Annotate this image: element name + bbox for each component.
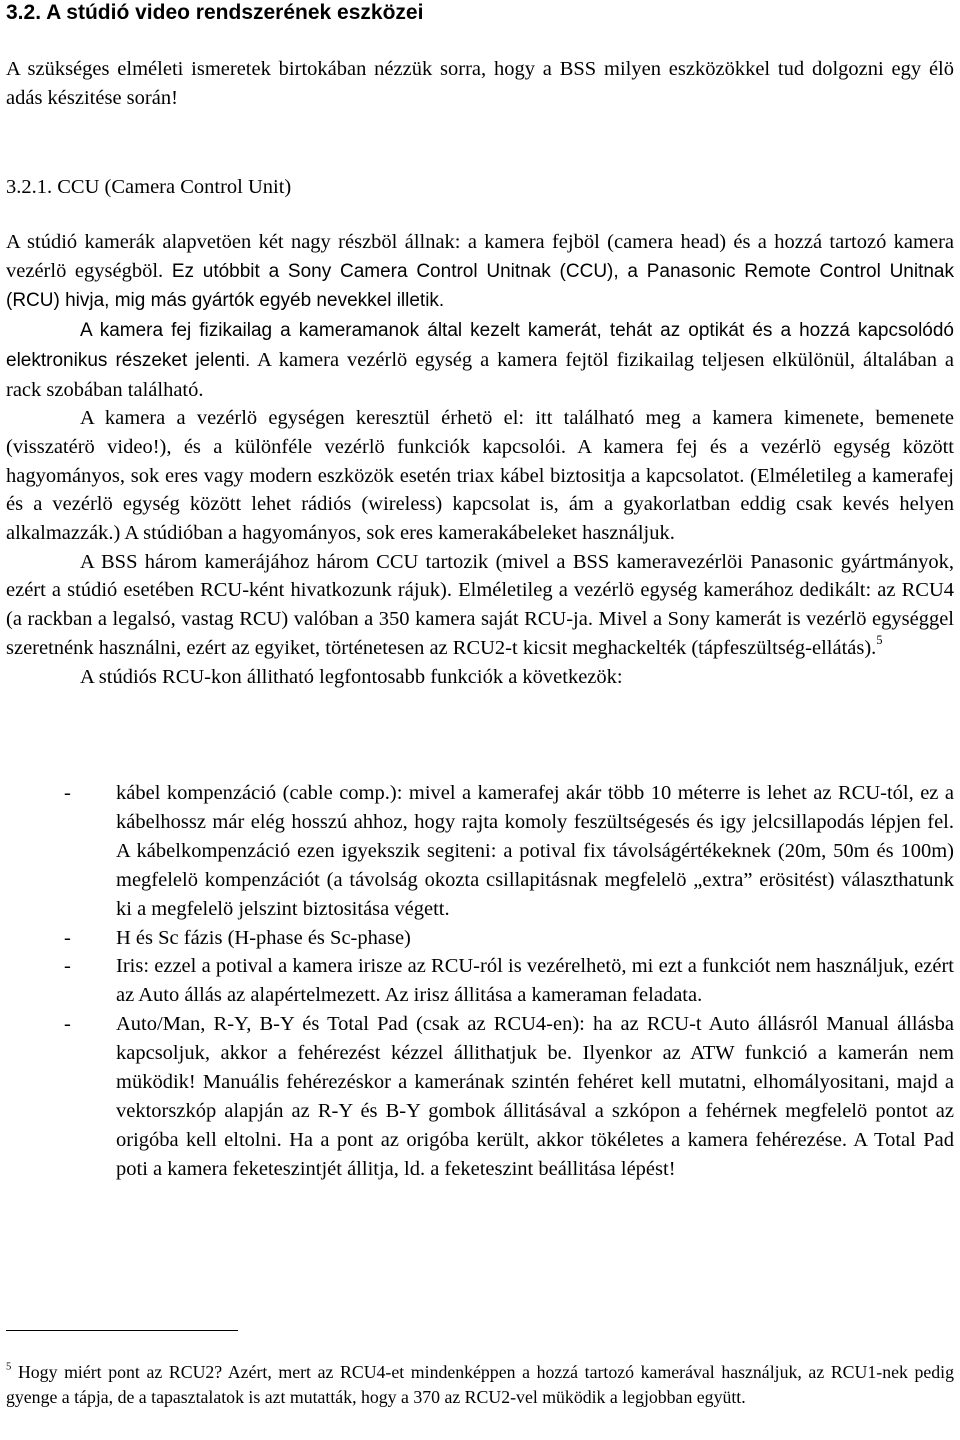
paragraph-3: A kamera a vezérlö egységen keresztül érhetö el: itt található meg a kamera kimenete, bemenete (visszatérö video!), és a különféle vezérlö funkciók kapcsolói. A kamera fej és a vezérlö egység között hagyományos, sok eres vagy modern eszközök esetén triax kábel biztositja a kapcsolatot. (Elméletileg a kamerafej és a vezérlö egység között lehet rádiós (wireless) kapcsolat is, ám a gyakorlatban eddig csak kevés helyen alkalmazzák.) A stúdióban a hagyományos, sok eres kamerakábeleket használjuk. bbox=[6, 407, 954, 545]
section-heading: 3.2. A stúdió video rendszerének eszközei bbox=[6, 1, 424, 24]
list-item-text: Iris: ezzel a potival a kamera irisze az RCU-ról is vezérelhetö, mi ezt a funkciót nem használjuk, ezért az Auto állás az alapértelmezett. Az irisz állitása a kameraman feladata. bbox=[116, 955, 954, 1007]
paragraph-2-sans: A kamera fej fizikailag a kameramanok által kezelt kamerát, tehát az optikát és a hozzá kapcsolódó elektronikus részeket jelenti. bbox=[6, 320, 954, 371]
list-dash: - bbox=[64, 782, 71, 804]
footnote-number: 5 bbox=[6, 1360, 12, 1373]
footnote-text: Hogy miért pont az RCU2? Azért, mert az RCU4-et mindenképpen a hozzá tartozó kamerával használjuk, az RCU1-nek pedig gyenge a tápja, de a tapasztalatok is azt mutatták, hogy a 370 az RCU2-vel müködik a legjobban együtt. bbox=[6, 1362, 954, 1407]
paragraph-1-serif: A stúdió kamerák alapvetöen két nagy részböl állnak: a kamera fejböl (camera head) és a hozzá tartozó kamera vezérlö egységböl. bbox=[6, 231, 954, 282]
intro-paragraph: A szükséges elméleti ismeretek birtokában nézzük sorra, hogy a BSS milyen eszközökkel tud dolgozni egy élö adás készitése során! bbox=[6, 58, 954, 109]
list-item-text: H és Sc fázis (H-phase és Sc-phase) bbox=[116, 926, 411, 949]
list-item bbox=[6, 1010, 954, 1183]
footnote bbox=[6, 1360, 954, 1409]
paragraph-2-serif: A kamera vezérlö egység a kamera fejtöl fizikailag teljesen elkülönül, általában a rack szobában található. bbox=[6, 348, 954, 401]
paragraph-4 bbox=[6, 548, 954, 663]
list-dash: - bbox=[64, 926, 71, 949]
paragraph-1-sans: Ez utóbbit a Sony Camera Control Unitnak (CCU), a Panasonic Remote Control Unitnak (RCU) hivja, mig más gyártók egyéb nevekkel illetik. bbox=[6, 260, 954, 312]
list-item bbox=[6, 952, 954, 1010]
footnote-reference[interactable]: 5 bbox=[876, 633, 883, 648]
paragraph-1 bbox=[6, 228, 954, 316]
list-item bbox=[6, 779, 954, 924]
paragraph-2 bbox=[6, 316, 954, 404]
function-list bbox=[6, 779, 954, 1184]
list-item bbox=[6, 924, 954, 953]
list-dash: - bbox=[64, 1013, 71, 1036]
list-item-text: kábel kompenzáció (cable comp.): mivel a kamerafej akár több 10 méterre is lehet az RCU-tól, ez a kábelhossz már elég hosszú ahhoz, hogy rajta komoly feszültségesés és igy jelcsillapodás lépjen fel. A kábelkompenzáció ezen igyekszik segiteni: a potival fix távolságértékeknek (20m, 50m és 100m) megfelelö kompenzációt (a távolság okozta csillapitásnak megfelelö „extra” erösitést) választhatunk ki a megfelelö jelszint biztositása végett. bbox=[116, 782, 954, 920]
footnote-separator bbox=[6, 1330, 238, 1331]
list-item-text: Auto/Man, R-Y, B-Y és Total Pad (csak az RCU4-en): ha az RCU-t Auto állásról Manual állásba kapcsoljuk, akkor a fehérezést kézzel állithatjuk be. Ilyenkor az ATW funkció a kamerán nem müködik! Manuális fehérezéskor a kamerának szintén fehéret kell mutatni, elhomályositani, majd a vektorszkóp alapján az R-Y és B-Y gombok állitásával a szkópon a fehérnek megfelelö pontot az origóba kell eltolni. Ha a pont az origóba került, akkor tökéletes a kamera fehérezése. A Total Pad poti a kamera feketeszintjét állitja, ld. a feketeszint beállitása lépést! bbox=[116, 1013, 954, 1180]
subsection-heading: 3.2.1. CCU (Camera Control Unit) bbox=[6, 176, 292, 198]
paragraph-5: A stúdiós RCU-kon állitható legfontosabb funkciók a következök: bbox=[80, 665, 623, 688]
paragraph-4-text: A BSS három kamerájához három CCU tartozik (mivel a BSS kameravezérlöi Panasonic gyártmányok, ezért a stúdió esetében RCU-ként hivatkozunk rájuk). Elméletileg a vezérlö egység kamerához dedikált: az RCU4 (a rackban a legalsó, vastag RCU) valóban a 350 kamera saját RCU-ja. Mivel a Sony kamerát is vezérlö egységgel szeretnénk használni, ezért az egyiket, történetesen az RCU2-t kicsit meghackelték (tápfeszültség-ellátás). bbox=[6, 550, 954, 659]
list-dash: - bbox=[64, 955, 71, 978]
body-text bbox=[6, 228, 954, 691]
